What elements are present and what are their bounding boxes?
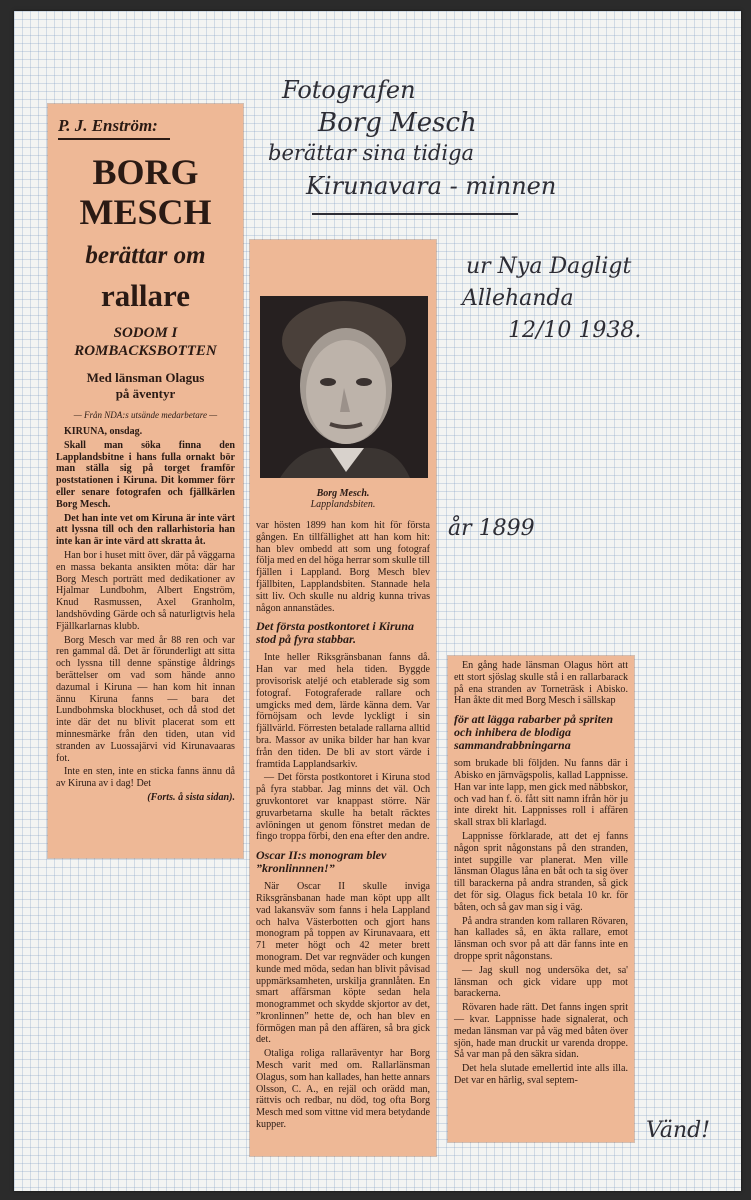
portrait-photo — [260, 296, 428, 478]
handwritten-turn: Vänd! — [646, 1118, 711, 1143]
handwritten-title-line1: Fotografen — [282, 76, 416, 104]
body-paragraph: — Jag skull nog undersöka det, sa' länsman och gick vidare upp mot barackerna. — [454, 964, 628, 1000]
body-paragraph: Det hela slutade emellertid inte alls illa. Det var en härlig, sval septem- — [454, 1063, 628, 1086]
body-paragraph: Rövaren hade rätt. Det fanns ingen sprit — kvar. Lappnisse hade signalerat, och medan länsman var på väg med båten över sjön, hade man druckit ur varenda droppe. Så var man på den säkra sidan. — [454, 1002, 628, 1061]
handwritten-source-line2: Allehanda — [462, 286, 574, 311]
body-paragraph: Han bor i huset mitt över, där på väggarna en massa bekanta ansikten möta: där har Borg Mesch porträtt med dedikationer av Hjalmar Lundbohm, Albert Engström, Knud Rasmussen, Axel Granholm, landshövding Gärde och så naturligtvis hela Fjällkarlarnas klubb. — [56, 549, 235, 632]
body-paragraph: — Det första postkontoret i Kiruna stod på fyra stabbar. Jag minns det väl. Och gruvkontoret var knappast större. När gruvarbetarna skulle ha betalt räcktes avlöningen ut genom fönstret medan de fingo troppa förbi, den ena efter den andre. — [256, 772, 430, 843]
subtitle-lansman: Med länsman Olagus — [86, 370, 205, 385]
body-paragraph: Borg Mesch var med år 88 ren och var ren gammal då. Det är förunderligt att sitta och lyssna till denne spänstige åldrings berättelser om vad som hände anno dazumal i Kiruna — han kom hit innan ännu Kiruna fanns — bara det Lundbohmska blockhuset, och då stod det inte där det nu blivit placerat som ett minnesmärke från den tiden, utan vid stranden av Luossajärvi vid Kirunavaaras fot. — [56, 634, 235, 764]
photo-caption-name: Borg Mesch. — [316, 488, 370, 499]
byline: P. J. Enström: — [58, 116, 158, 135]
subheading: Oscar II:s monogram blev ”kronlinnnen!” — [256, 848, 387, 876]
headline-borg: BORG — [92, 152, 199, 192]
handwritten-underline — [312, 213, 518, 215]
handwritten-title-line4: Kirunavara - minnen — [306, 172, 557, 200]
from-correspondent: — Från NDA:s utsände medarbetare — — [73, 410, 218, 420]
lead-paragraph: Skall man söka finna den Lapplandsbitne i hans fulla ornakt bör man ställa sig på torget framför poststationen i Kiruna. Dit kommer förr eller senare fotografen och fjällkärlen Borg Mesch. — [56, 439, 235, 510]
subtitle-sodom: SODOM I — [113, 325, 178, 341]
portrait-photo — [260, 296, 428, 478]
body-paragraph: Otaliga roliga rallaräventyr har Borg Mesch varit med om. Rallarlänsman Olagus, som han kallades, han hette annars Olsson, C. A., en rejäl och orädd man, rättvis och redbar, nu död, tog ofta Borg Mesch med som vittne vid mera betydande kupper. — [256, 1048, 430, 1131]
subtitle-aventyr: på äventyr — [115, 386, 176, 401]
body-paragraph: som brukade bli följden. Nu fanns där i Abisko en järnvägspolis, kallad Lappnisse. Han var inte lapp, men gick med näbbskor, och vad han f. ö. fått sitt namn ifrån hör ju inte direkt hit. Lappnisses roll i affären skall strax bli klarlagd. — [454, 758, 628, 829]
lead-paragraph-2: Det han inte vet om Kiruna är inte värt att lyssna till och den rallarhistoria han inte kan är inte värd att skratta åt. — [56, 512, 235, 548]
body-paragraph: var hösten 1899 han kom hit för första gången. En tillfällighet att han kom hit: han blev ombedd att som ung fotograf följa med en del höga herrar som skulle till fjällen i Lappland. Borg Mesch blev fjällbiten, Lapplandsbiten. Stannade hela sitt liv. Och skulle nu aldrig kunna trivas någon annanstädes. — [256, 520, 430, 614]
headline-mesch: MESCH — [79, 192, 212, 232]
subheading: för att lägga rabarber på spriten och inhibera de blodiga sammandrabbningarna — [454, 712, 614, 753]
handwritten-date: 12/10 1938. — [508, 318, 642, 343]
handwritten-title-line2: Borg Mesch — [318, 108, 477, 138]
headline-rallare: rallare — [101, 278, 190, 313]
clipping-headline-column — [48, 104, 243, 858]
photo-caption-subtitle: Lapplandsbiten. — [310, 499, 376, 510]
body-paragraph: Inte heller Riksgränsbanan fanns då. Han var med hela tiden. Byggde provisorisk ateljé och etablerade sig som fotograf. Fotograferade rallare och umgicks med dem, lärde känna dem. Var förnöjsam och levde lyckligt i sin fjällvärld. Förresten betalade rallarna alltid bra. Massor av unika bilder har han kvar från den tiden. De bli av stort värde i framtida Lapplandsarkiv. — [256, 652, 430, 770]
continued-note: (Forts. å sista sidan). — [147, 791, 235, 803]
handwritten-source-line1: ur Nya Dagligt — [466, 254, 632, 279]
handwritten-year: år 1899 — [448, 516, 535, 541]
subtitle-rombacksbotten: ROMBACKSBOTTEN — [74, 343, 217, 359]
clipping-middle-column — [250, 240, 436, 1156]
body-paragraph: När Oscar II skulle inviga Riksgränsbanan hade man köpt upp allt vad lakansväv som fanns i hela Lappland och halva Västerbotten och gjort hans monogram på toppen av Kirunavaara, ett 71 meter högt och 42 meter brett monogram. Det var regnväder och kungen kunde med möda, sedan han blivit påvisad uppmärksamheten, urskilja grannlåten. En smart affärsman köpte sedan hela monogrammet och skydde skjortor av det, ”kronlinnen” hette de, och han blev en förmögen man på den affären, så bra gick det. — [256, 881, 430, 1046]
body-paragraph: En gång hade länsman Olagus hört att ett stort sjöslag skulle stå i en rallarbarack på ena stranden av Torneträsk i Abisko. Han åkte dit med Borg Mesch i sällskap — [454, 660, 628, 707]
handwritten-title-line3: berättar sina tidiga — [268, 141, 475, 165]
body-paragraph: Inte en sten, inte en sticka fanns ännu då av Kiruna av i dag! Det — [56, 766, 235, 790]
body-paragraph: På andra stranden kom rallaren Rövaren, han kallades så, en äkta rallare, emot länsman och svor på att där fanns inte en droppe sprit någonstans. — [454, 915, 628, 962]
dateline: KIRUNA, onsdag. — [64, 426, 143, 437]
clipping-right-column — [448, 656, 634, 1142]
subheading: Det första postkontoret i Kiruna stod på fyra stabbar. — [256, 619, 415, 647]
headline-berattar-om: berättar om — [85, 242, 206, 269]
byline-rule — [58, 138, 170, 140]
body-paragraph: Lappnisse förklarade, att det ej fanns någon sprit någonstans på den stranden, intet supgille var planerat. Men ville länsman Olagus låna en båt och ta sig över till barackerna på andra stranden, så gick det för sig. Olagus fick betala 10 kr. för båten, och så gav man sig i väg. — [454, 830, 628, 913]
